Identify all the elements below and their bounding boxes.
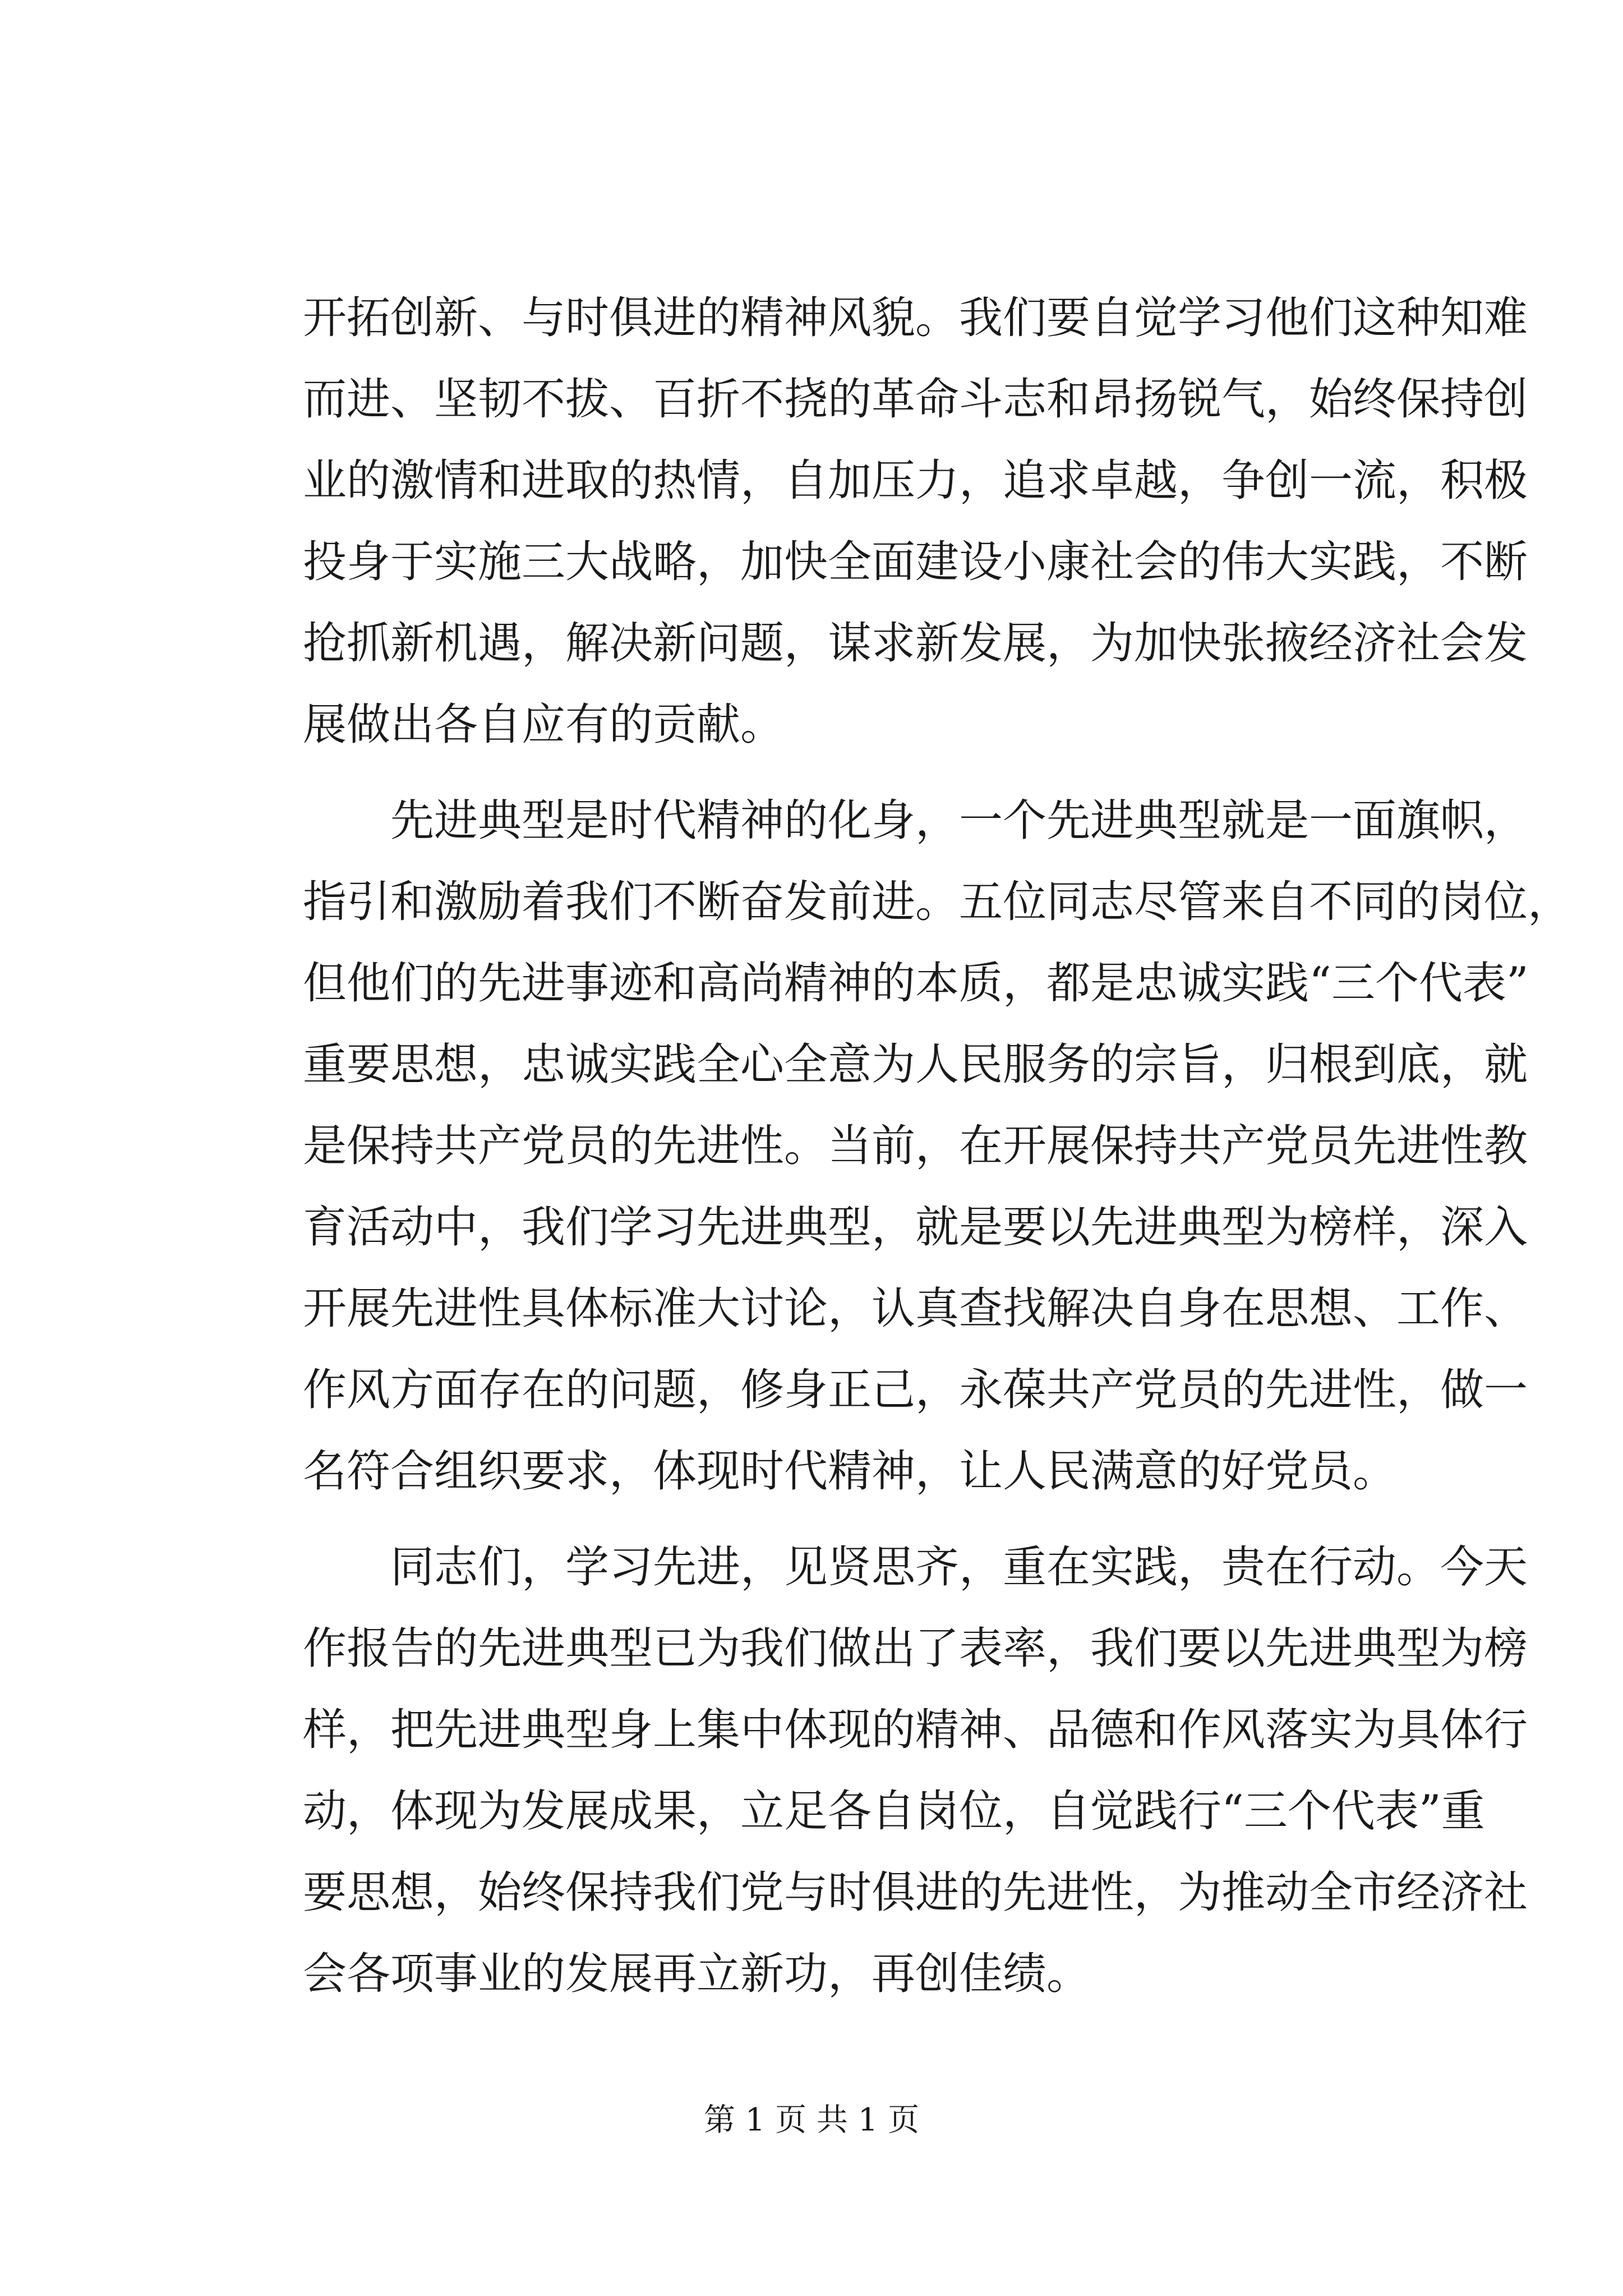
text-line: 指引和激励着我们不断奋发前进。五位同志尽管来自不同的岗位， — [303, 877, 1572, 927]
paragraph-2 — [303, 780, 1572, 1512]
text-line: 是保持共产党员的先进性。当前，在开展保持共产党员先进性教 — [303, 1121, 1528, 1171]
text-line: 要思想，始终保持我们党与时俱进的先进性，为推动全市经济社 — [303, 1867, 1528, 1918]
text-line: 名符合组织要求，体现时代精神，让人民满意的好党员。 — [303, 1446, 1397, 1497]
text-line: 重要思想，忠诚实践全心全意为人民服务的宗旨，归根到底，就 — [303, 1039, 1528, 1090]
page-number: 第 1 页 共 1 页 — [703, 2102, 920, 2138]
paragraph-1 — [303, 278, 1528, 766]
text-line: 但他们的先进事迹和高尚精神的本质，都是忠诚实践“三个代表” — [303, 958, 1529, 1009]
text-line: 而进、坚韧不拔、百折不挠的革命斗志和昂扬锐气，始终保持创 — [303, 374, 1528, 425]
text-line: 同志们，学习先进，见贤思齐，重在实践，贵在行动。今天 — [390, 1542, 1528, 1593]
text-line: 抢抓新机遇，解决新问题，谋求新发展，为加快张掖经济社会发 — [303, 618, 1528, 669]
text-line: 育活动中，我们学习先进典型，就是要以先进典型为榜样，深入 — [303, 1202, 1528, 1253]
text-line: 动，体现为发展成果，立足各自岗位，自觉践行“三个代表”重 — [303, 1786, 1485, 1837]
text-line: 作报告的先进典型已为我们做出了表率，我们要以先进典型为榜 — [303, 1623, 1528, 1674]
text-line: 先进典型是时代精神的化身，一个先进典型就是一面旗帜， — [390, 795, 1528, 846]
text-line: 会各项事业的发展再立新功，再创佳绩。 — [303, 1949, 1091, 1999]
text-line: 业的激情和进取的热情，自加压力，追求卓越，争创一流，积极 — [303, 455, 1528, 506]
page-footer — [0, 2098, 1623, 2143]
text-line: 样，把先进典型身上集中体现的精神、品德和作风落实为具体行 — [303, 1705, 1528, 1755]
text-line: 展做出各自应有的贡献。 — [303, 700, 785, 750]
text-line: 作风方面存在的问题，修身正己，永葆共产党员的先进性，做一 — [303, 1365, 1528, 1415]
paragraph-3 — [303, 1527, 1528, 2015]
text-line: 投身于实施三大战略，加快全面建设小康社会的伟大实践，不断 — [303, 537, 1528, 587]
body-text — [303, 278, 1572, 2015]
text-line: 开拓创新、与时俱进的精神风貌。我们要自觉学习他们这种知难 — [303, 293, 1528, 343]
text-line: 开展先进性具体标准大讨论，认真查找解决自身在思想、工作、 — [303, 1283, 1528, 1334]
